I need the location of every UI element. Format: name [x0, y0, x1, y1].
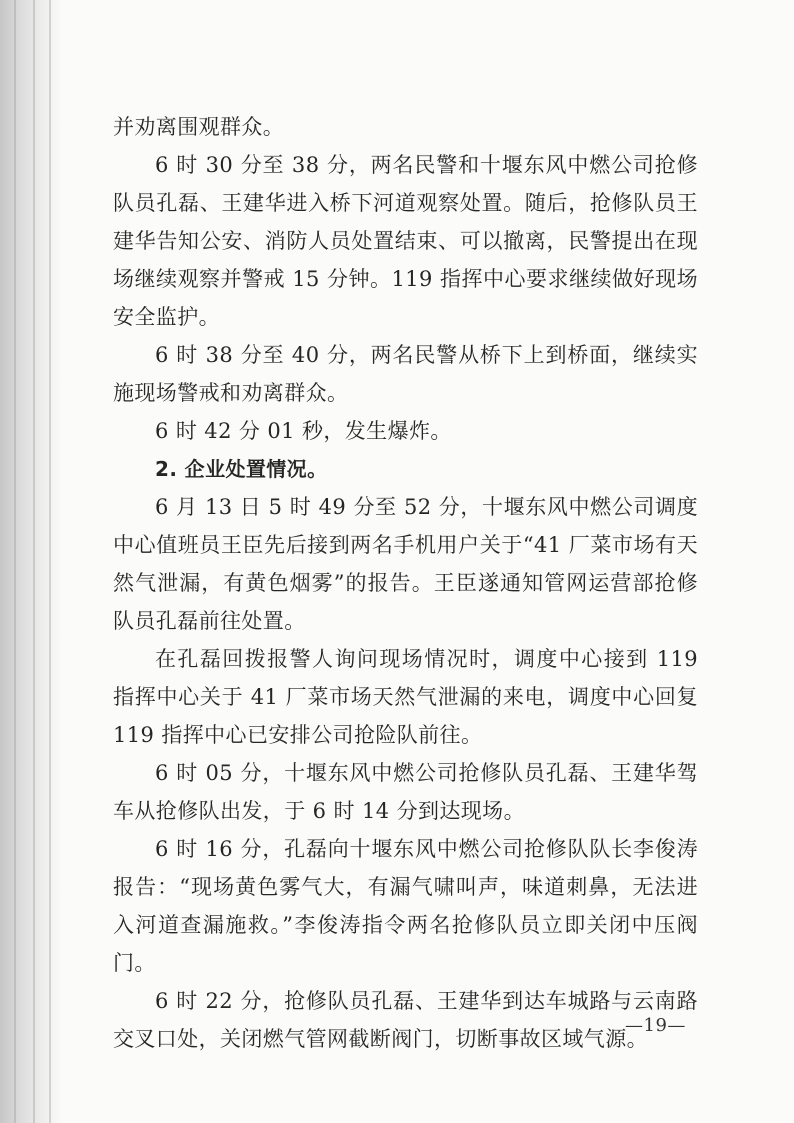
- document-body: [113, 108, 698, 1058]
- page-number: —19—: [625, 1015, 686, 1036]
- paragraph-0630: 6 时 30 分至 38 分，两名民警和十堰东风中燃公司抢修队员孔磊、王建华进入桥下河道观察处置。随后，抢修队员王建华告知公安、消防人员处置结束、可以撤离，民警提出在现场继续观察并警戒 15 分钟。119 指挥中心要求继续做好现场安全监护。: [113, 153, 698, 329]
- paragraph-0622: 6 时 22 分，抢修队员孔磊、王建华到达车城路与云南路交叉口处，关闭燃气管网截断阀门，切断事故区域气源。: [113, 989, 698, 1051]
- scan-streak: [14, 0, 16, 1123]
- scan-streak: [33, 0, 35, 1123]
- paragraph-0613: 6 月 13 日 5 时 49 分至 52 分，十堰东风中燃公司调度中心值班员王臣先后接到两名手机用户关于“41 厂菜市场有天然气泄漏，有黄色烟雾”的报告。王臣遂通知管网运营部抢修队员孔磊前往处置。: [113, 495, 698, 633]
- paragraph-0605: 6 时 05 分，十堰东风中燃公司抢修队员孔磊、王建华驾车从抢修队出发，于 6 时 14 分到达现场。: [113, 761, 698, 823]
- paragraph-0638: 6 时 38 分至 40 分，两名民警从桥下上到桥面，继续实施现场警戒和劝离群众。: [113, 343, 698, 405]
- section-heading: 2. 企业处置情况。: [155, 457, 328, 481]
- paragraph-explosion: 6 时 42 分 01 秒，发生爆炸。: [155, 419, 452, 443]
- paragraph-continuation: 并劝离围观群众。: [113, 115, 285, 139]
- scan-edge-shadow: [0, 0, 62, 1123]
- scan-streak: [49, 0, 51, 1123]
- paragraph-callback: 在孔磊回拨报警人询问现场情况时，调度中心接到 119 指挥中心关于 41 厂菜市场天然气泄漏的来电，调度中心回复 119 指挥中心已安排公司抢险队前往。: [113, 647, 698, 747]
- paragraph-0616: 6 时 16 分，孔磊向十堰东风中燃公司抢修队队长李俊涛报告：“现场黄色雾气大，有漏气啸叫声，味道刺鼻，无法进入河道查漏施救。”李俊涛指令两名抢修队员立即关闭中压阀门。: [113, 837, 698, 975]
